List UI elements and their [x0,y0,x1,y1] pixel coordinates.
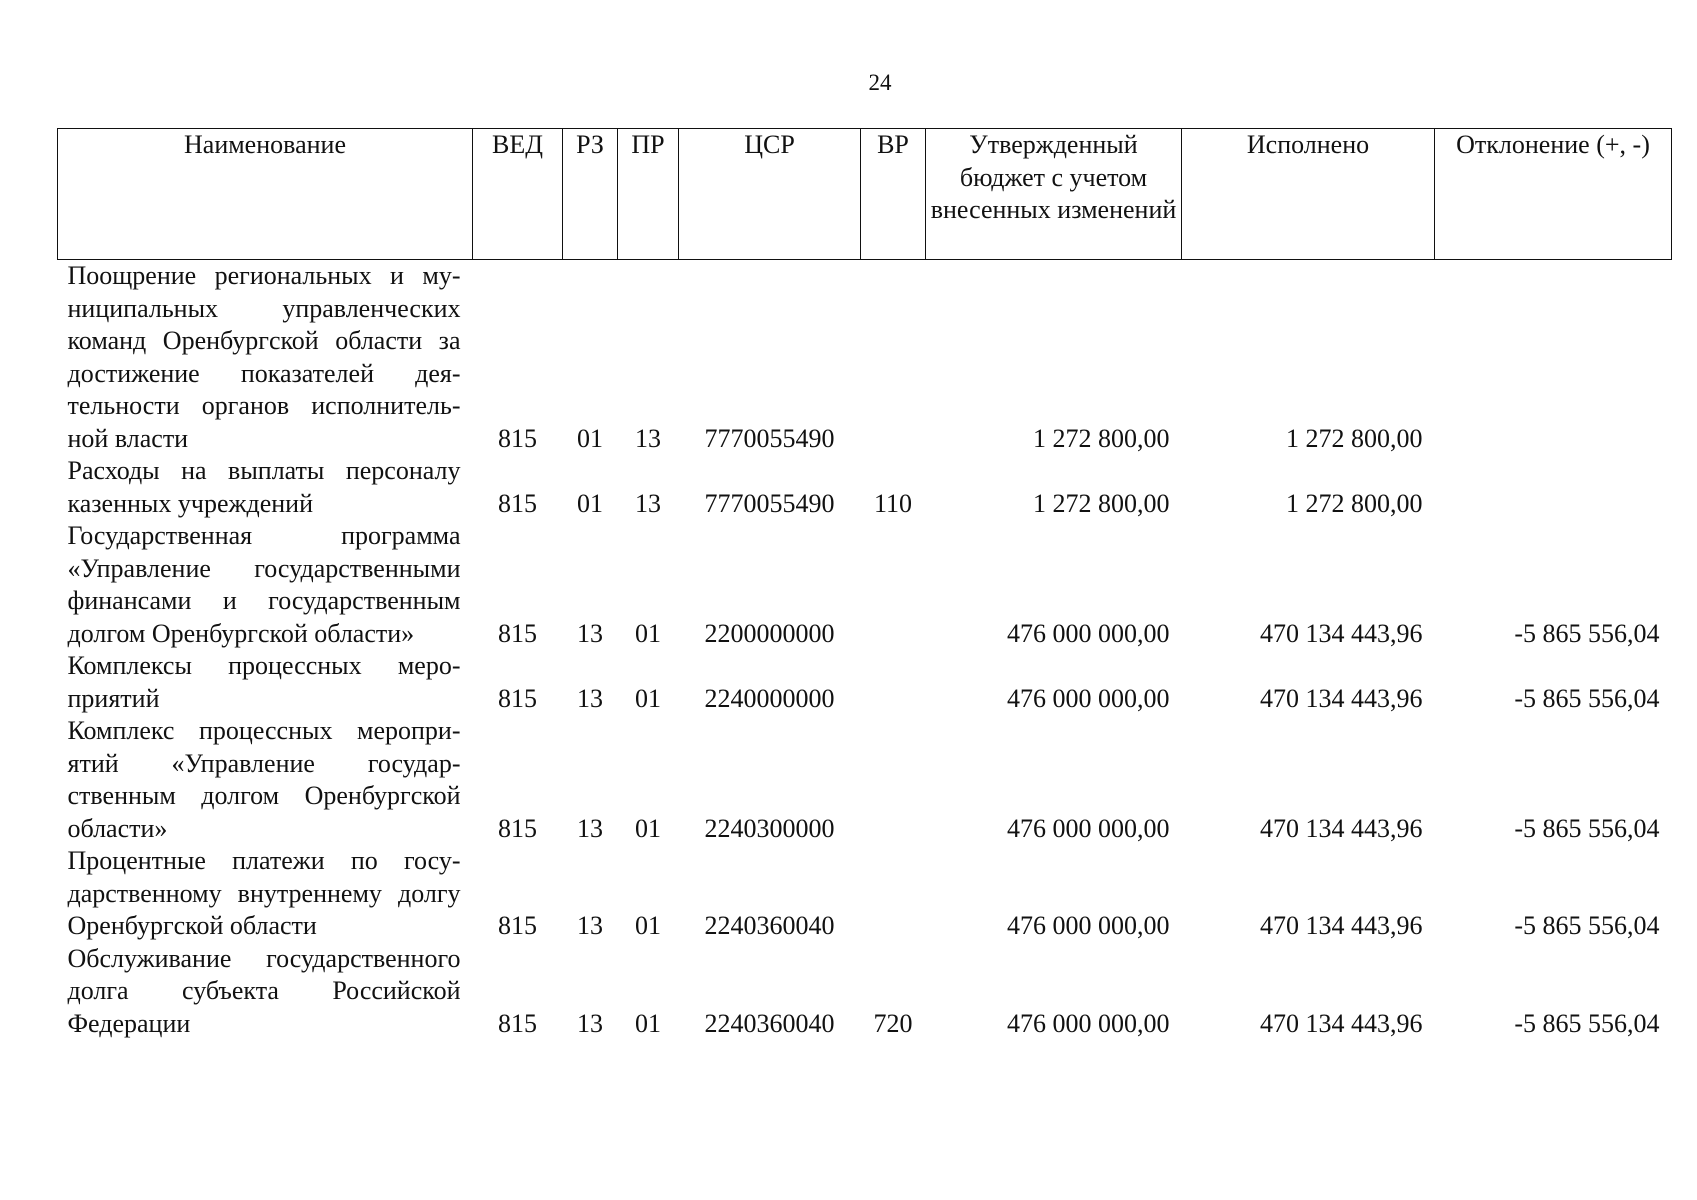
row-rz: 13 [577,683,603,713]
row-approved: 1 272 800,00 [1033,488,1170,518]
row-name: Комплекс процессных мероприятий «Управление государственным долгом Оренбургской области» [67,716,461,843]
row-pr: 01 [635,1008,661,1038]
row-vr [861,520,926,650]
row-executed: 470 134 443,96 [1260,1008,1423,1038]
page-number: 24 [868,70,892,95]
row-approved: 1 272 800,00 [1033,423,1170,453]
row-name: Обслуживание государственного долга субъекта Российской Федерации [67,943,461,1038]
row-approved: 476 000 000,00 [1007,683,1170,713]
row-vr [861,715,926,845]
header-rz: РЗ [563,129,618,260]
row-approved: 476 000 000,00 [1007,813,1170,843]
row-vr [861,260,926,456]
row-csr: 2200000000 [704,618,835,648]
header-vr: ВР [861,129,926,260]
row-pr: 01 [635,911,661,940]
row-pr: 01 [635,618,661,648]
row-approved: 476 000 000,00 [1007,1008,1170,1038]
row-approved: 476 000 000,00 [1007,618,1170,648]
row-executed: 470 134 443,96 [1260,813,1423,843]
row-executed: 470 134 443,96 [1260,618,1423,648]
row-ved: 815 [498,488,537,518]
row-ved: 815 [498,911,537,940]
row-deviation [1435,260,1672,456]
row-ved: 815 [498,423,537,453]
table-row [58,715,1672,845]
row-ved: 815 [498,813,537,843]
row-executed: 1 272 800,00 [1286,423,1423,453]
row-csr: 2240300000 [704,813,835,843]
row-deviation: -5 865 556,04 [1514,618,1660,648]
row-deviation: -5 865 556,04 [1514,1008,1660,1038]
row-rz: 01 [577,488,603,518]
row-approved: 476 000 000,00 [1007,911,1170,940]
table-header-row [58,129,1672,260]
row-deviation [1435,455,1672,520]
header-ved: ВЕД [473,129,563,260]
row-ved: 815 [498,683,537,713]
row-rz: 13 [577,1008,603,1038]
row-name: Государственная программа «Управление государственными финансами и государственным долгом Оренбургской области» [67,521,461,648]
row-deviation: -5 865 556,04 [1514,683,1660,713]
table-row [58,943,1672,1041]
table-row [58,845,1672,943]
row-ved: 815 [498,1008,537,1038]
row-csr: 7770055490 [704,488,835,518]
row-pr: 13 [635,423,661,453]
budget-table [57,128,1672,1040]
table-row [58,650,1672,715]
row-executed: 1 272 800,00 [1286,488,1423,518]
header-approved: Утвержденный бюджет с учетом внесенных изменений [926,129,1182,260]
row-deviation: -5 865 556,04 [1514,911,1660,940]
row-name: Процентные платежи по государственному внутреннему долгу Оренбургской области [67,846,461,940]
row-csr: 7770055490 [704,423,835,453]
row-csr: 2240360040 [704,911,835,940]
row-name: Расходы на выплаты персоналу казенных учреждений [67,456,461,518]
row-ved: 815 [498,618,537,648]
row-vr: 110 [873,488,913,518]
row-deviation: -5 865 556,04 [1514,813,1660,843]
row-name: Поощрение региональных и муниципальных управленческих команд Оренбургской области за достижение показателей деятельности органов исполнительной власти [67,261,461,453]
row-executed: 470 134 443,96 [1260,683,1423,713]
row-name: Комплексы процессных мероприятий [67,651,461,713]
header-executed: Исполнено [1182,129,1435,260]
row-vr: 720 [873,1008,913,1038]
row-csr: 2240000000 [704,683,835,713]
table-row [58,520,1672,650]
row-vr [861,650,926,715]
row-rz: 13 [577,911,603,940]
row-rz: 13 [577,813,603,843]
row-vr [861,845,926,943]
row-csr: 2240360040 [704,1008,835,1038]
row-executed: 470 134 443,96 [1260,911,1423,940]
row-pr: 01 [635,813,661,843]
row-pr: 01 [635,683,661,713]
row-rz: 01 [577,423,603,453]
row-pr: 13 [635,488,661,518]
header-pr: ПР [618,129,679,260]
header-csr: ЦСР [679,129,861,260]
table-row [58,260,1672,456]
row-rz: 13 [577,618,603,648]
header-deviation: Отклонение (+, -) [1435,129,1672,260]
header-name: Наименование [58,129,473,260]
table-row [58,455,1672,520]
